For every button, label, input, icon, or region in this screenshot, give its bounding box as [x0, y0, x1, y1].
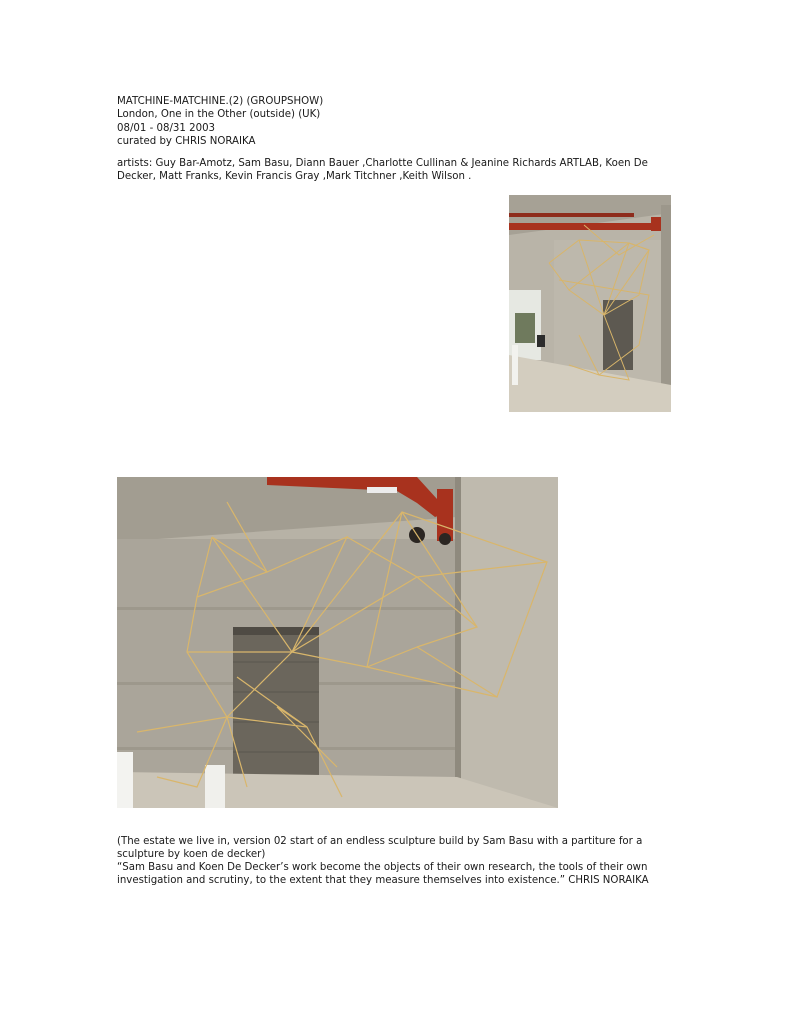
installation-photo-large-image — [117, 477, 558, 808]
photo-caption — [117, 835, 682, 887]
exhibition-header — [117, 95, 323, 149]
exhibition-venue: London, One in the Other (outside) (UK) — [117, 109, 321, 121]
installation-photo-small — [509, 195, 671, 412]
installation-photo-small-image — [509, 195, 671, 412]
artists-list: artists: Guy Bar-Amotz, Sam Basu, Diann Bauer ,Charlotte Cullinan & Jeanine Richards ARTLAB, Koen De Decker, Matt Franks, Kevin Francis Gray ,Mark Titchner ,Keith Wilson . — [117, 158, 648, 183]
exhibition-dates: 08/01 - 08/31 2003 — [117, 122, 216, 134]
exhibition-curator: curated by CHRIS NORAIKA — [117, 136, 256, 148]
installation-photo-large — [117, 477, 558, 808]
caption-quote: “Sam Basu and Koen De Decker’s work become the objects of their own research, the tools of their own investigation and scrutiny, to the extent that they measure themselves into existence.” CHRIS NORAIKA — [117, 862, 649, 887]
exhibition-title: MATCHINE-MATCHINE.(2) (GROUPSHOW) — [117, 96, 324, 107]
caption-description: (The estate we live in, version 02 start of an endless sculpture build by Sam Basu with a partiture for a sculpture by koen de decker) — [117, 836, 643, 861]
